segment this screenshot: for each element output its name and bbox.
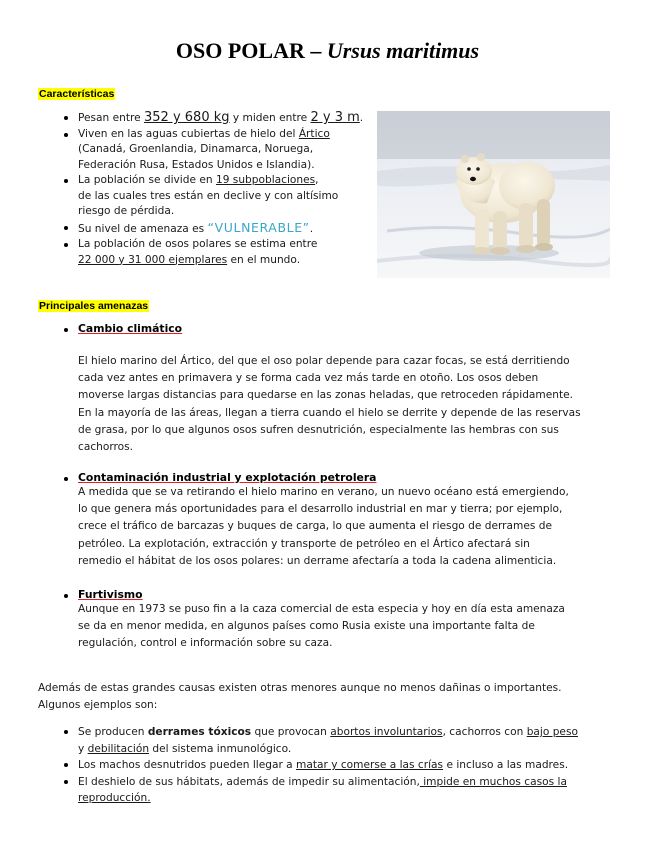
list-item: El deshielo de sus hábitats, además de impedir su alimentación, impide en muchos casos la reproducción. xyxy=(62,774,622,807)
list-item: La población se divide en 19 subpoblaciones, de las cuales tres están en declive y con altísimo riesgo de pérdida. xyxy=(62,173,372,220)
characteristics-heading: Características xyxy=(39,88,115,100)
other-threats-intro: Además de estas grandes causas existen otras menores aunque no menos dañinas o importantes. Algunos ejemplos son: xyxy=(38,682,562,711)
characteristics-list xyxy=(62,110,372,268)
scientific-name: Ursus maritimus xyxy=(326,38,480,63)
vulnerable-status: “VULNERABLE” xyxy=(207,219,310,235)
list-item: La población de osos polares se estima entre 22 000 y 31 000 ejemplares en el mundo. xyxy=(62,237,372,268)
threat-description: A medida que se va retirando el hielo marino en verano, un nuevo océano está emergiendo, lo que genera más oportunidades para el desarrollo industrial en mar y tierra; por ejemplo, crece el tráfico de barcazas y buques de carga, lo que aumenta el riesgo de derrames de petróleo. La explotación, extracción y transporte de petróleo en el Ártico afectará sin remedio el hábitat de los osos polares: un derrame afectaría a toda la cadena alimenticia. xyxy=(78,486,569,567)
threat-description: Aunque en 1973 se puso fin a la caza comercial de esta especia y hoy en día esta amenaza se da en menor medida, en algunos países como Rusia existe una importante falta de regulación, control e información sobre su caza. xyxy=(78,603,565,650)
threat-industrial-pollution xyxy=(62,471,622,570)
threats-heading: Principales amenazas xyxy=(39,300,149,312)
list-item: Su nivel de amenaza es “VULNERABLE”. xyxy=(62,220,372,238)
threat-title: Contaminación industrial y explotación petrolera xyxy=(62,471,622,484)
threat-title: Cambio climático xyxy=(62,322,622,335)
threat-poaching xyxy=(62,588,622,653)
list-item: Viven en las aguas cubiertas de hielo del Ártico (Canadá, Groenlandia, Dinamarca, Noruega, Federación Rusa, Estados Unidos e Islandia). xyxy=(62,127,372,174)
threat-title: Furtivismo xyxy=(62,588,622,601)
list-item: Pesan entre 352 y 680 kg y miden entre 2 y 3 m. xyxy=(62,110,372,127)
list-item: Se producen derrames tóxicos que provocan abortos involuntarios, cachorros con bajo peso y debilitación del sistema inmunológico. xyxy=(62,724,622,757)
polar-bear-photo xyxy=(377,111,610,278)
polar-bear-image xyxy=(377,111,610,278)
threat-description: El hielo marino del Ártico, del que el oso polar depende para cazar focas, se está derritiendo cada vez antes en primavera y se forma cada vez más tarde en otoño. Los osos deben moverse largas distancias para quedarse en las zonas heladas, que retroceden rápidamente. En la mayoría de las áreas, llegan a tierra cuando el hielo se derrite y depende de las reservas de grasa, por lo que algunos osos sufren desnutrición, especialmente las hembras con sus cachorros. xyxy=(78,355,581,454)
other-threats-list xyxy=(62,724,622,807)
threat-climate-change xyxy=(62,322,622,456)
page-title: OSO POLAR – Ursus maritimus xyxy=(175,38,480,63)
list-item: Los machos desnutridos pueden llegar a matar y comerse a las crías e incluso a las madres. xyxy=(62,757,622,774)
